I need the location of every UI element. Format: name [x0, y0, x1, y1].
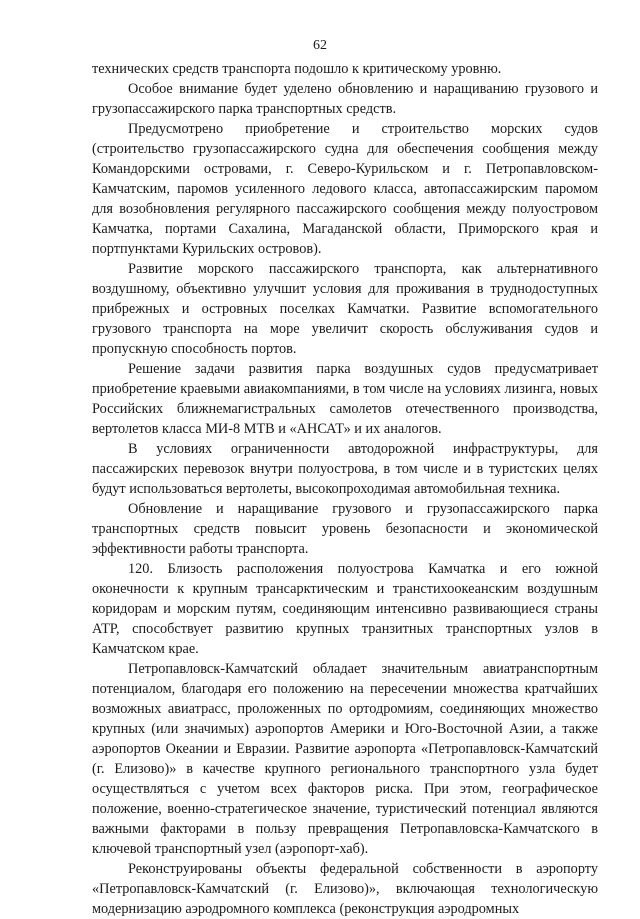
paragraph: Развитие морского пассажирского транспорта, как альтернативного воздушному, объективно улучшит условия для проживания в труднодоступных прибрежных и островных поселках Камчатки. Развитие вспомогательного грузового транспорта на море увеличит скорость обслуживания судов и пропускную способность портов. — [92, 261, 598, 357]
paragraph: Предусмотрено приобретение и строительство морских судов (строительство грузопассажирского судна для обеспечения сообщения между Командорскими островами, г. Северо-Курильском и г. Петропавловском-Камчатским, паромов усиленного ледового класса, автопассажирским паромом для возобновления регулярного пассажирского сообщения между полуостровом Камчатка, портами Сахалина, Магаданской области, Приморского края и портпунктами Курильских островов). — [92, 121, 598, 257]
paragraph: Особое внимание будет уделено обновлению и наращиванию грузового и грузопассажирского парка транспортных средств. — [92, 81, 598, 117]
paragraph: В условиях ограниченности автодорожной инфраструктуры, для пассажирских перевозок внутри полуострова, в том числе и в туристских целях будут использоваться вертолеты, высокопроходимая автомобильная техника. — [92, 441, 598, 497]
paragraph: Обновление и наращивание грузового и грузопассажирского парка транспортных средств повысит уровень безопасности и экономической эффективности работы транспорта. — [92, 501, 598, 557]
paragraph: Петропавловск-Камчатский обладает значительным авиатранспортным потенциалом, благодаря его положению на пересечении множества кратчайших возможных авиатрасс, проложенных по ортодромиям, соединяющих множество крупных (или значимых) аэропортов Америки и Юго-Восточной Азии, а также аэропортов Океании и Евразии. Развитие аэропорта «Петропавловск-Камчатский (г. Елизово)» в качестве крупного регионального транспортного узла будет осуществляться с учетом всех факторов риска. При этом, географическое положение, военно-стратегическое значение, туристический потенциал являются важными факторами в пользу превращения Петропавловска-Камчатского в ключевой транспортный узел (аэропорт-хаб). — [92, 661, 598, 857]
paragraph: Реконструированы объекты федеральной собственности в аэропорту «Петропавловск-Камчатский (г. Елизово)», включающая технологическую модернизацию аэродромного комплекса (реконструкция аэродромных — [92, 861, 598, 917]
document-body — [92, 59, 598, 919]
paragraph-continuation: технических средств транспорта подошло к критическому уровню. — [92, 61, 502, 77]
page-number: 62 — [313, 38, 327, 53]
paragraph: Решение задачи развития парка воздушных судов предусматривает приобретение краевыми авиакомпаниями, в том числе на условиях лизинга, новых Российских ближнемагистральных самолетов отечественного производства, вертолетов класса МИ-8 МТВ и «АНСАТ» и их аналогов. — [92, 361, 598, 437]
paragraph-numbered-120: 120. Близость расположения полуострова Камчатка и его южной оконечности к крупным трансарктическим и транстихоокеанским воздушным коридорам и морским путям, соединяющим интенсивно развивающиеся страны АТР, способствует развитию крупных транзитных транспортных узлов в Камчатском крае. — [92, 561, 598, 657]
